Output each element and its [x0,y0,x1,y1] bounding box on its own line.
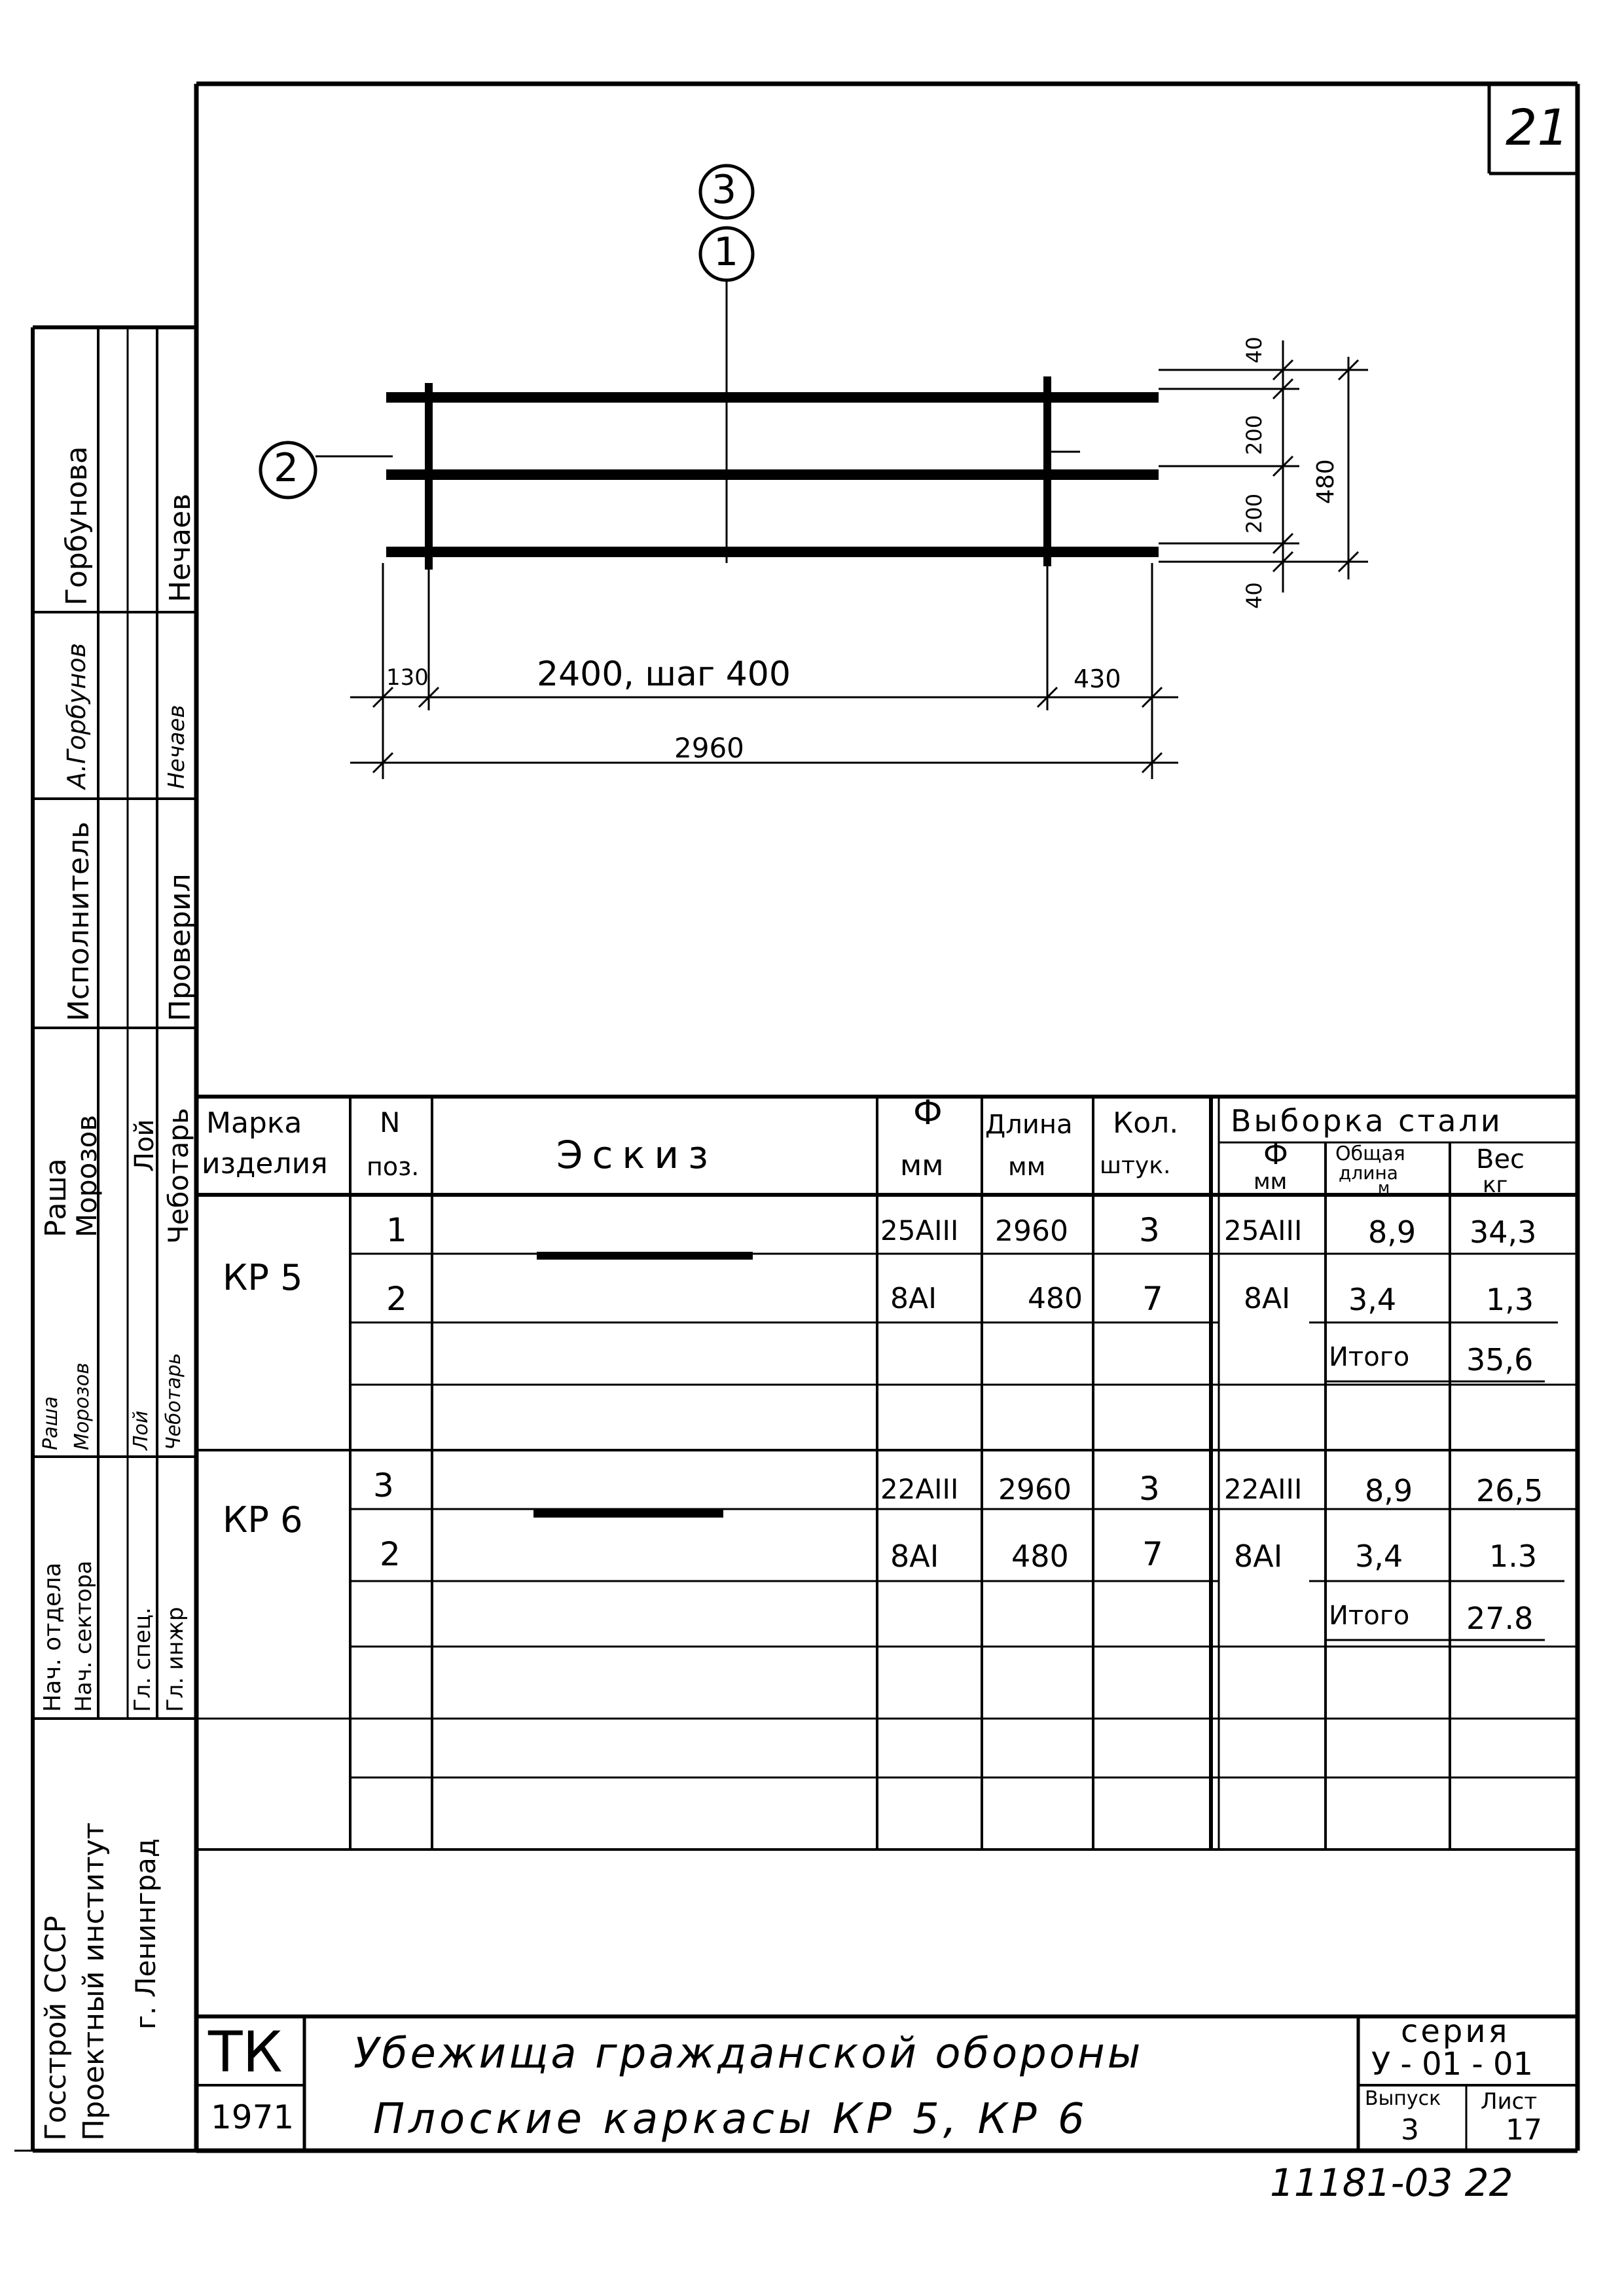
org-line-2: Проектный институт [77,1822,111,2141]
g1-r2-sel-dia: 8АI [1244,1282,1291,1315]
stamp-signature-executor: А.Горбунов [62,642,91,789]
stamp-role-head-sector: Нач. сектора [71,1560,97,1712]
stamp-signature-rasha: Раша [39,1396,62,1450]
hdr-sel-len-2: длина [1339,1162,1398,1184]
stamp-role-chief-eng: Гл. инжр [162,1607,189,1712]
g2-r2-qty: 7 [1142,1535,1163,1573]
stamp-role-executor: Исполнитель [62,821,96,1021]
dim-40-bottom: 40 [1242,582,1267,609]
series-label: серия [1401,2013,1510,2050]
hdr-selection: Выборка стали [1231,1103,1503,1139]
hdr-sel-len-1: Общая [1335,1142,1405,1165]
stamp-role-chief-spec: Гл. спец. [130,1607,156,1712]
hdr-mark-1: Марка [206,1106,302,1140]
title-line-1: Убежища гражданской обороны [353,2030,1144,2078]
hdr-pos-1: N [380,1106,401,1139]
mark-kp5: КР 5 [223,1257,303,1298]
sheet-value: 17 [1506,2113,1542,2147]
g1-r2-length: 480 [1028,1282,1083,1315]
title-year: 1971 [211,2098,295,2136]
hdr-mark-2: изделия [202,1147,328,1180]
g2-r2-sel-len: 3,4 [1355,1539,1403,1574]
g1-r1-sel-len: 8,9 [1368,1214,1416,1250]
g1-r1-sel-dia: 25АIII [1224,1214,1303,1247]
g1-r2-qty: 7 [1142,1280,1163,1318]
g1-r1-qty: 3 [1139,1211,1160,1249]
g2-total-value: 27.8 [1466,1601,1534,1636]
sheet-corner-number: 21 [1506,98,1569,156]
dim-2960: 2960 [674,732,744,764]
hdr-weight-1: Вес [1476,1144,1525,1175]
g2-r2-pos: 2 [380,1535,401,1573]
g2-r1-qty: 3 [1139,1470,1160,1508]
g1-r1-dia: 25АIII [880,1214,959,1247]
dim-130: 130 [386,665,429,691]
callout-3-label: 3 [712,167,737,213]
dim-430: 430 [1074,665,1121,693]
dim-40-top: 40 [1242,337,1267,363]
stamp-signature-checker: Нечаев [164,704,190,789]
stamp-name-morozov: Морозов [71,1114,103,1237]
title-line-2: Плоские каркасы КР 5, КР 6 [373,2095,1089,2143]
hdr-dia-2: мм [900,1149,944,1182]
g1-r1-pos: 1 [386,1211,407,1249]
hdr-length-1: Длина [985,1110,1073,1140]
hdr-sel-dia-2: мм [1254,1169,1288,1195]
dim-200-a: 200 [1242,414,1267,455]
stamp-role-checker: Проверил [164,873,197,1021]
archive-number: 11181-03 22 [1270,2160,1513,2205]
hdr-length-2: мм [1008,1152,1046,1181]
org-line-1: Госстрой СССР [39,1916,73,2141]
g1-r2-sel-len: 3,4 [1348,1282,1397,1317]
stamp-role-head-dept: Нач. отдела [39,1562,66,1712]
stamp-signature-loy: Лой [130,1410,153,1450]
stamp-name-loy: Лой [130,1119,160,1172]
series-value: У - 01 - 01 [1371,2046,1534,2083]
g1-r2-dia: 8АI [890,1282,937,1315]
hdr-pos-2: поз. [367,1152,420,1181]
stamp-name-nechaev: Нечаев [164,493,197,602]
org-line-3: г. Ленинград [130,1838,162,2030]
stamp-name-chebotar: Чеботарь [162,1108,194,1244]
mark-kp6: КР 6 [223,1499,303,1540]
g2-total-label: Итого [1329,1601,1410,1631]
g1-r2-sel-weight: 1,3 [1486,1282,1534,1317]
hdr-qty-1: Кол. [1113,1106,1179,1140]
stamp-signature-morozov: Морозов [71,1362,94,1450]
issue-value: 3 [1401,2113,1419,2147]
g2-r2-length: 480 [1011,1539,1069,1574]
sheet-label: Лист [1481,2088,1538,2115]
callout-1-label: 1 [713,229,739,275]
dim-2400-step: 2400, шаг 400 [537,655,791,694]
g2-r1-sel-weight: 26,5 [1476,1473,1543,1508]
g1-r1-sel-weight: 34,3 [1470,1214,1537,1250]
hdr-qty-2: штук. [1100,1152,1171,1179]
dim-200-b: 200 [1242,493,1267,534]
stamp-signature-chebotar: Чеботарь [162,1353,185,1450]
g2-r1-pos: 3 [373,1467,394,1504]
g2-r2-sel-weight: 1.3 [1489,1539,1538,1574]
hdr-weight-2: кг [1483,1172,1508,1198]
g2-r2-dia: 8АI [890,1539,939,1574]
callout-2-label: 2 [274,445,299,491]
stamp-name-rasha: Раша [39,1158,73,1237]
g2-r2-sel-dia: 8АI [1234,1539,1283,1574]
stamp-name-gorbunova: Горбунова [60,446,94,606]
hdr-sel-len-3: м [1378,1178,1390,1197]
g1-total-label: Итого [1329,1342,1410,1372]
hdr-sketch: Эскиз [556,1133,717,1177]
hdr-sel-dia-1: Ф [1263,1138,1288,1171]
dim-480: 480 [1312,459,1339,504]
g2-r1-length: 2960 [998,1473,1072,1506]
g2-r1-dia: 22АIII [880,1473,959,1505]
g2-r1-sel-dia: 22АIII [1224,1473,1303,1505]
g1-r2-pos: 2 [386,1280,407,1318]
title-code: ТК [208,2020,283,2085]
issue-label: Выпуск [1365,2087,1441,2110]
hdr-dia-1: Ф [913,1093,943,1133]
g1-r1-length: 2960 [995,1214,1068,1248]
g2-r1-sel-len: 8,9 [1365,1473,1413,1508]
g1-total-value: 35,6 [1466,1342,1534,1377]
